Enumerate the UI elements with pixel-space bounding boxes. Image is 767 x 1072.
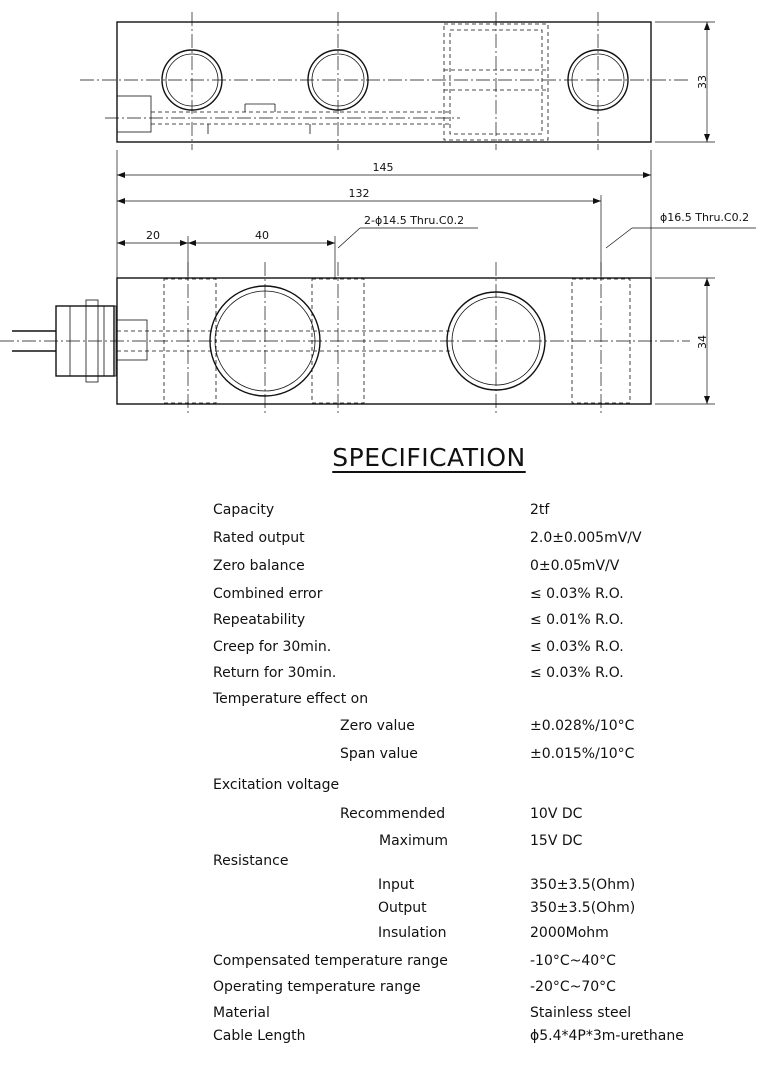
spec-value: ϕ5.4*4P*3m-urethane <box>530 1028 684 1044</box>
dimension-lines <box>117 150 756 404</box>
technical-drawing <box>0 0 767 430</box>
spec-label: Zero balance <box>213 558 305 574</box>
spec-value: 350±3.5(Ohm) <box>530 877 636 893</box>
dim-top-height: 33 <box>696 75 709 89</box>
spec-row <box>0 923 767 943</box>
spec-row <box>0 1026 767 1046</box>
spec-label: Capacity <box>213 502 275 518</box>
spec-label: Compensated temperature range <box>213 953 448 969</box>
spec-value: ±0.015%/10°C <box>530 746 635 762</box>
spec-label: Cable Length <box>213 1028 306 1044</box>
spec-row <box>0 500 767 520</box>
spec-row <box>0 637 767 657</box>
spec-label: Zero value <box>340 718 415 734</box>
spec-label: Recommended <box>340 806 446 822</box>
spec-value: 10V DC <box>530 806 583 822</box>
spec-row <box>0 610 767 630</box>
spec-value: 2000Mohm <box>530 925 609 941</box>
spec-row <box>0 851 767 871</box>
spec-row <box>0 804 767 824</box>
spec-value: -10°C~40°C <box>530 953 616 969</box>
spec-row <box>0 775 767 795</box>
spec-row <box>0 584 767 604</box>
spec-value: 350±3.5(Ohm) <box>530 900 636 916</box>
spec-label: Repeatability <box>213 612 306 628</box>
spec-label: Maximum <box>379 833 448 849</box>
spec-row <box>0 716 767 736</box>
spec-label: Resistance <box>213 853 289 869</box>
spec-row <box>0 663 767 683</box>
top-view <box>80 12 715 150</box>
spec-title: SPECIFICATION <box>332 443 526 472</box>
spec-value: 2tf <box>530 502 550 518</box>
dim-40: 40 <box>255 229 269 242</box>
dim-length-holes: 132 <box>348 187 370 200</box>
spec-row <box>0 898 767 918</box>
spec-row <box>0 831 767 851</box>
spec-row <box>0 1003 767 1023</box>
spec-row <box>0 556 767 576</box>
dim-front-height: 34 <box>696 335 709 349</box>
spec-row <box>0 744 767 764</box>
spec-value: ≤ 0.03% R.O. <box>530 639 624 655</box>
note-small-holes: 2-ϕ14.5 Thru.C0.2 <box>364 214 465 227</box>
spec-value: 15V DC <box>530 833 583 849</box>
note-large-hole: ϕ16.5 Thru.C0.2 <box>660 211 750 224</box>
spec-label: Operating temperature range <box>213 979 421 995</box>
spec-value: ≤ 0.03% R.O. <box>530 665 624 681</box>
spec-label: Input <box>378 877 415 893</box>
spec-value: Stainless steel <box>530 1005 632 1021</box>
spec-label: Temperature effect on <box>213 691 369 707</box>
spec-value: -20°C~70°C <box>530 979 616 995</box>
spec-value: ≤ 0.03% R.O. <box>530 586 624 602</box>
spec-row <box>0 951 767 971</box>
spec-label: Creep for 30min. <box>213 639 332 655</box>
spec-value: 2.0±0.005mV/V <box>530 530 642 546</box>
spec-value: 0±0.05mV/V <box>530 558 620 574</box>
spec-label: Span value <box>340 746 418 762</box>
spec-label: Return for 30min. <box>213 665 337 681</box>
spec-row <box>0 528 767 548</box>
spec-value: ±0.028%/10°C <box>530 718 635 734</box>
spec-row <box>0 875 767 895</box>
spec-label: Rated output <box>213 530 305 546</box>
spec-label: Combined error <box>213 586 323 602</box>
spec-value: ≤ 0.01% R.O. <box>530 612 624 628</box>
dim-length-overall: 145 <box>372 161 394 174</box>
front-view <box>0 262 690 415</box>
spec-row <box>0 689 767 709</box>
dim-20: 20 <box>146 229 160 242</box>
spec-label: Insulation <box>378 925 447 941</box>
spec-label: Excitation voltage <box>213 777 340 793</box>
spec-label: Output <box>378 900 427 916</box>
spec-label: Material <box>213 1005 270 1021</box>
spec-row <box>0 977 767 997</box>
